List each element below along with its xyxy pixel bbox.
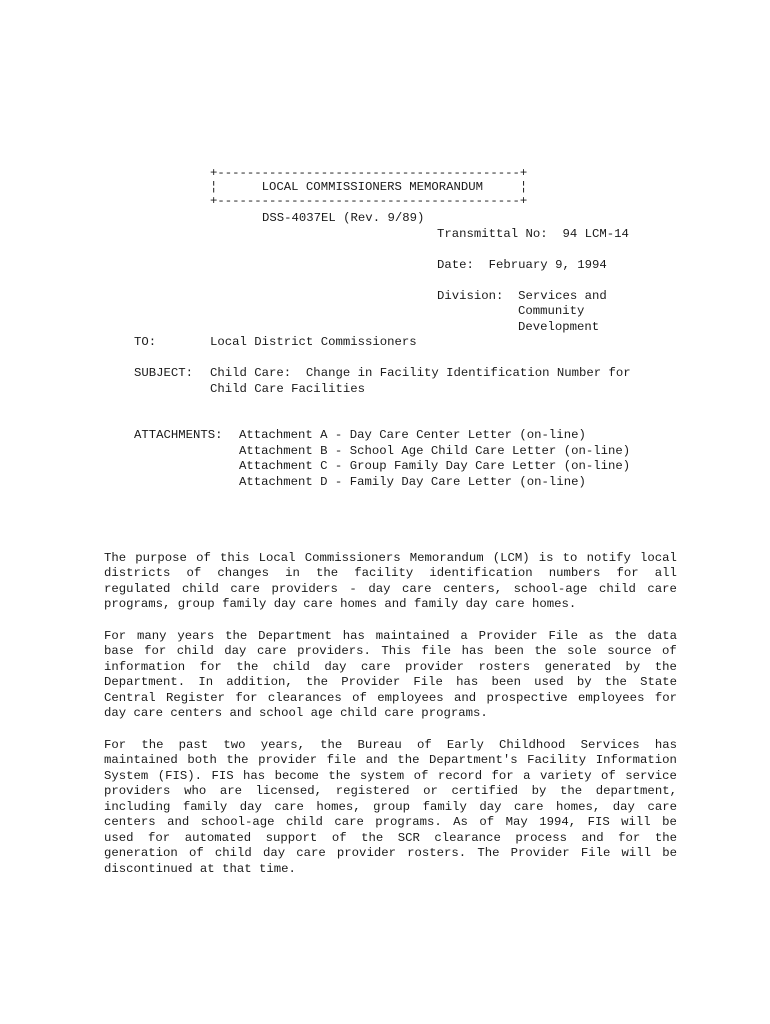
paragraph-line: day care centers and school age child care programs. [104, 706, 488, 721]
header-box-bottom: +-----------------------------------------+ [210, 194, 528, 208]
to-label: TO: [134, 335, 157, 349]
attachment-item: Attachment D - Family Day Care Letter (on-line) [239, 475, 586, 489]
attachments-label: ATTACHMENTS: [134, 428, 223, 442]
paragraph-line: maintained both the provider file and the Department's Facility Information [104, 753, 677, 768]
paragraph-line: districts of changes in the facility identification numbers for all [104, 566, 677, 581]
paragraph-line: discontinued at that time. [104, 861, 296, 876]
body-paragraph-2 [104, 629, 677, 722]
transmittal-number: Transmittal No: 94 LCM-14 [437, 227, 629, 241]
subject-line-2: Child Care Facilities [210, 382, 365, 396]
paragraph-line: generation of child day care provider rosters. The Provider File will be [104, 846, 677, 861]
division-line-2: Community [518, 304, 585, 318]
form-number: DSS-4037EL (Rev. 9/89) [262, 211, 425, 225]
subject-line-1: Child Care: Change in Facility Identification Number for [210, 366, 631, 380]
body-paragraph-1 [104, 551, 677, 613]
memo-date: Date: February 9, 1994 [437, 258, 607, 272]
paragraph-line: information for the child day care provider rosters generated by the [104, 659, 677, 674]
attachment-item: Attachment B - School Age Child Care Letter (on-line) [239, 444, 631, 458]
paragraph-line: providers who are licensed, registered or certified by the department, [104, 784, 677, 799]
division-line-3: Development [518, 320, 600, 334]
paragraph-line: including family day care homes, group family day care homes, day care [104, 799, 677, 814]
paragraph-line: Department. In addition, the Provider File has been used by the State [104, 675, 677, 690]
paragraph-line: centers and school-age child care programs. As of May 1994, FIS will be [104, 815, 677, 830]
attachment-item: Attachment A - Day Care Center Letter (on-line) [239, 428, 586, 442]
paragraph-line: base for child day care providers. This file has been the sole source of [104, 644, 677, 659]
body-paragraph-3 [104, 738, 677, 877]
to-value: Local District Commissioners [210, 335, 417, 349]
paragraph-line: The purpose of this Local Commissioners Memorandum (LCM) is to notify local [104, 551, 677, 565]
paragraph-line: programs, group family day care homes and family day care homes. [104, 597, 577, 612]
paragraph-line: used for automated support of the SCR clearance process and for the [104, 830, 677, 845]
subject-label: SUBJECT: [134, 366, 194, 380]
paragraph-line: Central Register for clearances of employees and prospective employees for [104, 690, 677, 705]
paragraph-line: regulated child care providers - day care centers, school-age child care [104, 581, 677, 596]
paragraph-line: For many years the Department has maintained a Provider File as the data [104, 629, 677, 643]
division-line-1: Division: Services and [437, 289, 607, 303]
paragraph-line: System (FIS). FIS has become the system of record for a variety of service [104, 768, 677, 783]
attachment-item: Attachment C - Group Family Day Care Letter (on-line) [239, 459, 631, 473]
memo-title: ¦ LOCAL COMMISSIONERS MEMORANDUM ¦ [210, 180, 528, 194]
paragraph-line: For the past two years, the Bureau of Early Childhood Services has [104, 738, 677, 752]
header-box-top: +-----------------------------------------+ [210, 166, 528, 180]
